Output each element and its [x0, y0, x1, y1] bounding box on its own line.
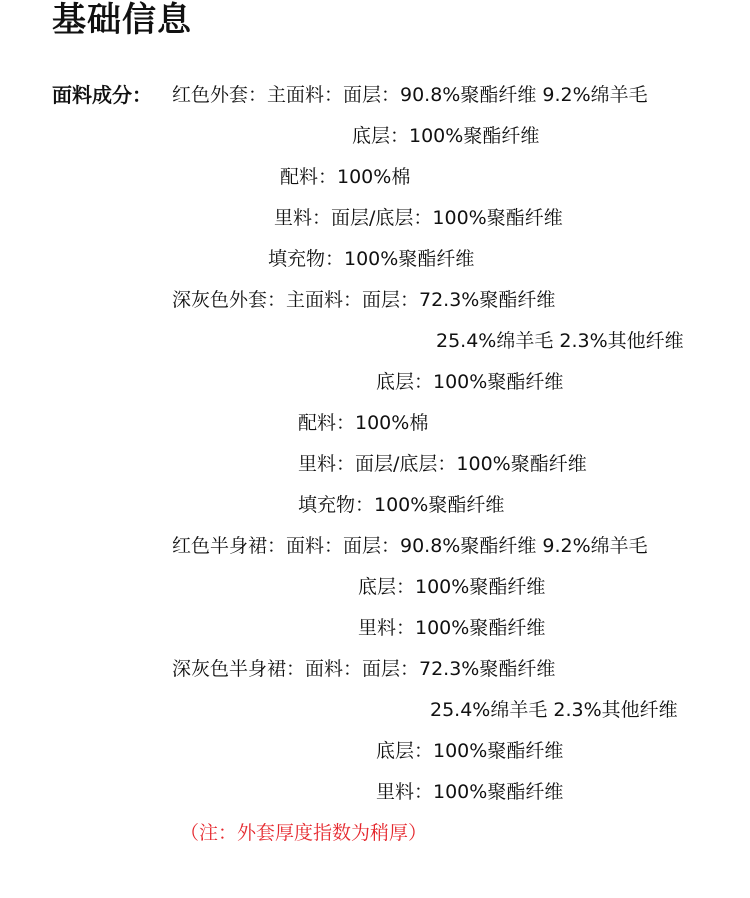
composition-line-grey-skirt-main: 深灰色半身裙：面料：面层：72.3%聚酯纤维: [172, 658, 556, 680]
composition-line-grey-skirt-base: 底层：100%聚酯纤维: [376, 740, 564, 762]
composition-line-red-coat-main: 红色外套：主面料：面层：90.8%聚酯纤维 9.2%绵羊毛: [172, 84, 648, 106]
composition-line-grey-coat-filling: 填充物：100%聚酯纤维: [298, 494, 505, 516]
composition-line-red-coat-trim: 配料：100%棉: [280, 166, 411, 188]
composition-line-red-skirt-base: 底层：100%聚酯纤维: [358, 576, 546, 598]
composition-line-grey-coat-base: 底层：100%聚酯纤维: [376, 371, 564, 393]
composition-line-grey-coat-lining: 里料：面层/底层：100%聚酯纤维: [298, 453, 587, 475]
composition-line-red-skirt-main: 红色半身裙：面料：面层：90.8%聚酯纤维 9.2%绵羊毛: [172, 535, 648, 557]
composition-line-red-coat-base: 底层：100%聚酯纤维: [352, 125, 540, 147]
composition-label: 面料成分：: [52, 83, 152, 107]
composition-line-red-coat-lining: 里料：面层/底层：100%聚酯纤维: [274, 207, 563, 229]
composition-line-grey-coat-main-cont: 25.4%绵羊毛 2.3%其他纤维: [436, 330, 684, 352]
composition-line-grey-skirt-lining: 里料：100%聚酯纤维: [376, 781, 564, 803]
composition-line-red-skirt-lining: 里料：100%聚酯纤维: [358, 617, 546, 639]
composition-line-grey-coat-trim: 配料：100%棉: [298, 412, 429, 434]
composition-line-grey-skirt-main-cont: 25.4%绵羊毛 2.3%其他纤维: [430, 699, 678, 721]
composition-line-red-coat-filling: 填充物：100%聚酯纤维: [268, 248, 475, 270]
page-title: 基础信息: [52, 0, 192, 40]
thickness-note: （注：外套厚度指数为稍厚）: [180, 822, 428, 844]
composition-line-grey-coat-main: 深灰色外套：主面料：面层：72.3%聚酯纤维: [172, 289, 556, 311]
